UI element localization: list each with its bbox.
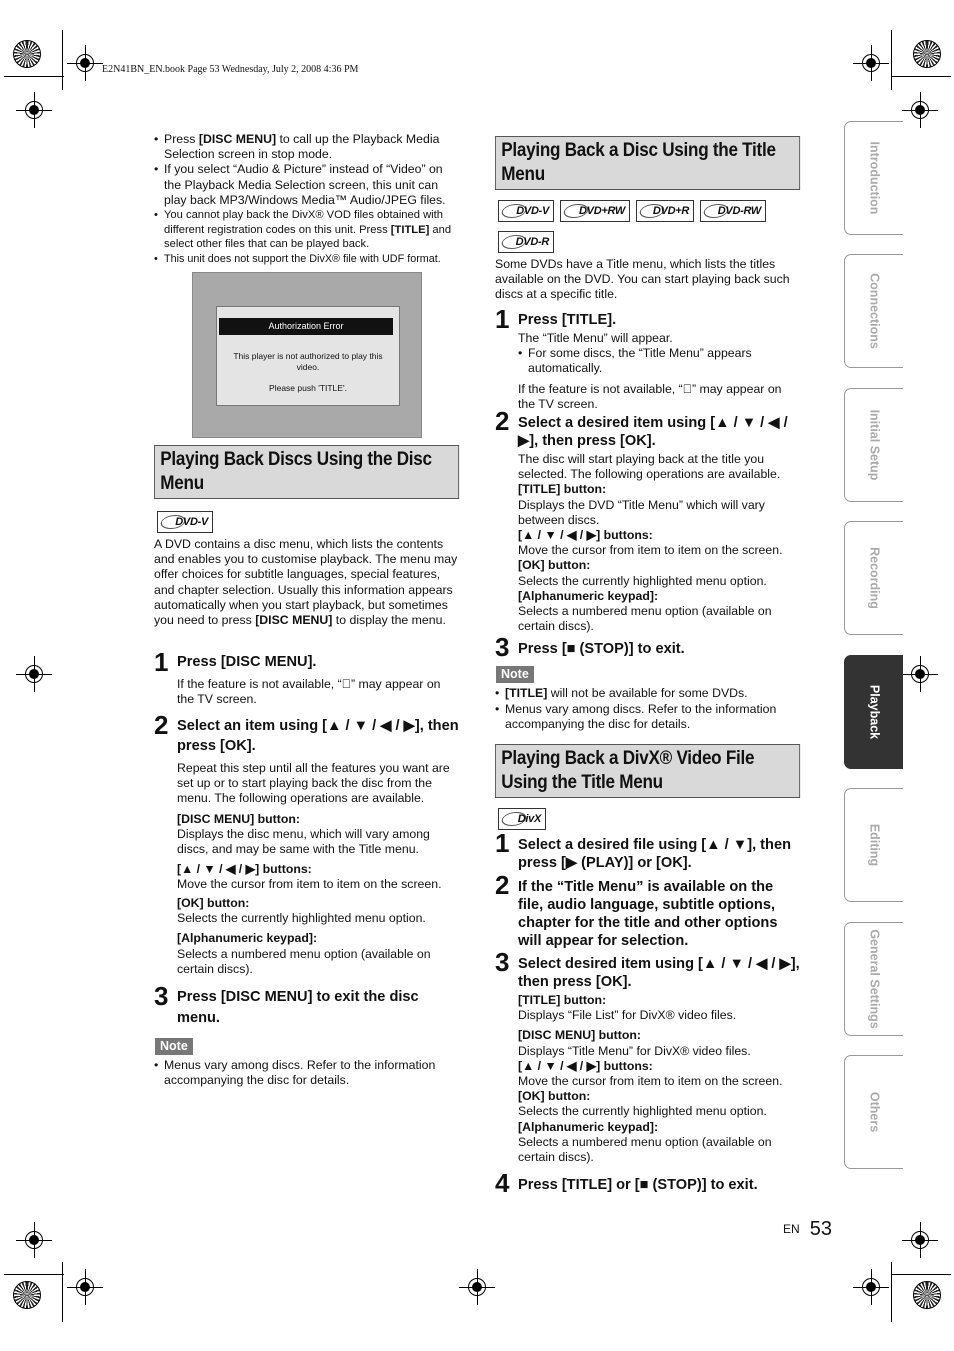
bullet: • You cannot play back the DivX® VOD files obtained with different registration codes on this unit. Press [TITLE] and select other files that can be played back. (154, 208, 460, 252)
tab-others[interactable]: Others (844, 1055, 903, 1169)
bullet: • [TITLE] will not be available for some DVDs. (495, 686, 801, 701)
registration-starburst (913, 40, 941, 68)
registration-mark (73, 51, 97, 75)
op-item: [OK] button: Selects the currently highlighted menu option. (177, 896, 426, 926)
registration-mark (22, 1228, 46, 1252)
dvd-plus-r-badge: DVD+R (636, 200, 694, 222)
op-item: [▲ / ▼ / ◀ / ▶] buttons: Move the cursor from item to item on the screen. (518, 528, 783, 558)
registration-mark (22, 662, 46, 686)
registration-mark (908, 1228, 932, 1252)
bullet: • For some discs, the “Title Menu” appears automatically. (518, 346, 801, 376)
op-item: [Alphanumeric keypad]: Selects a numbered menu option (available on certain discs). (518, 1119, 772, 1165)
op-item: [TITLE] button: Displays “File List” for DivX® video files. (518, 993, 737, 1023)
registration-starburst (13, 1281, 41, 1309)
op-item: [DISC MENU] button: Displays the disc menu, which will vary among discs, and may be same with the Title menu. (177, 812, 430, 857)
section-title-disc-menu: Playing Back Discs Using the Disc Menu (154, 445, 459, 499)
op-item: [OK] button: Selects the currently highlighted menu option. (518, 1089, 767, 1119)
section-title-divx: Playing Back a DivX® Video File Using the Title Menu (495, 744, 800, 798)
crop-line (891, 30, 892, 90)
divx-badge: DivX (498, 808, 546, 830)
sec1-step-2-body: Repeat this step until all the features you want are set up or to start playing back the disc from the menu. The following operations are available. (177, 761, 450, 806)
sec1-ops (177, 812, 460, 977)
tab-editing[interactable]: Editing (844, 788, 903, 902)
dvd-r-badge: DVD-R (498, 231, 554, 253)
sec2-note-label: Note (496, 666, 534, 683)
registration-mark (908, 98, 932, 122)
op-item: [OK] button: Selects the currently highlighted menu option. (518, 558, 767, 588)
sec1-note: • Menus vary among discs. Refer to the information accompanying the disc for details. (154, 1058, 460, 1088)
dvd-plus-rw-badge: DVD+RW (560, 200, 630, 222)
registration-starburst (13, 40, 41, 68)
dvd-v-badge: DVD-V (498, 200, 554, 222)
sec1-note-label: Note (155, 1038, 193, 1055)
bullet: • Menus vary among discs. Refer to the information accompanying the disc for details. (495, 702, 801, 732)
authorization-error-screenshot (192, 272, 422, 438)
op-item: [Alphanumeric keypad]: Selects a numbered menu option (available on certain discs). (177, 931, 431, 976)
sec2-step-2-body: The disc will start playing back at the title you selected. The following operations are available. [TITLE] button: Displays the DVD “Title Menu” which will vary between discs. [▲ / ▼ / ◀ / ▶] buttons: Move the cursor from item to item on the screen. [OK] button: Selects the currently highlighted menu option. [Alphanumeric keypad]: Selects a numbered menu option (available on certain discs). (518, 452, 801, 634)
dvd-rw-badge: DVD-RW (700, 200, 766, 222)
registration-mark (22, 98, 46, 122)
bullet: • This unit does not support the DivX® file with UDF format. (154, 252, 460, 267)
op-item: [DISC MENU] button: Displays “Title Menu” for DivX® video files. (518, 1028, 751, 1058)
sec2-notes (495, 686, 801, 733)
tab-general-settings[interactable]: General Settings (844, 922, 903, 1036)
sec2-intro: Some DVDs have a Title menu, which lists the titles available on the DVD. You can start playing back such discs at a specific title. (495, 257, 790, 302)
crop-line (891, 1274, 951, 1275)
op-item: [▲ / ▼ / ◀ / ▶] buttons: Move the cursor from item to item on the screen. (518, 1058, 783, 1089)
crop-line (891, 1262, 892, 1322)
op-item: [TITLE] button: Displays the DVD “Title Menu” which will vary between discs. (518, 482, 765, 527)
registration-mark (908, 662, 932, 686)
bullet: • If you select “Audio & Picture” instead of “Video” on the Playback Media Selection screen, this unit can play back MP3/Windows Media™ Audio/JPEG files. (154, 162, 460, 208)
tab-playback[interactable]: Playback (844, 655, 903, 769)
sec1-step-1-body: If the feature is not available, “⃠” may appear on the TV screen. (177, 677, 441, 707)
error-dialog (216, 306, 400, 406)
tab-initial-setup[interactable]: Initial Setup (844, 388, 903, 502)
registration-mark (859, 1275, 883, 1299)
sec2-step-1-body: The “Title Menu” will appear. • For some discs, the “Title Menu” appears automatically. If the feature is not available, “⃠” may appear on the TV screen. (518, 331, 801, 412)
crop-line (4, 1274, 64, 1275)
intro-bullets (154, 132, 460, 266)
crop-line (62, 30, 63, 90)
tab-recording[interactable]: Recording (844, 521, 903, 635)
page-number: 53 (809, 1218, 832, 1240)
crop-line (62, 1262, 63, 1322)
tab-introduction[interactable]: Introduction (844, 121, 903, 235)
crop-line (4, 76, 64, 77)
registration-starburst (913, 1281, 941, 1309)
registration-mark (859, 51, 883, 75)
tab-connections[interactable]: Connections (844, 254, 903, 368)
sec1-intro: A DVD contains a disc menu, which lists the contents and enables you to customise playback. The menu may offer choices for subtitle languages, special features, and chapter selection. Usually this information appears automatically when you start playback, but sometimes you need to press [DISC MENU] to display the menu. (154, 537, 458, 628)
crop-line (891, 76, 951, 77)
registration-mark (73, 1275, 97, 1299)
dialog-title-bar: Authorization Error (219, 318, 393, 335)
section-title-title-menu: Playing Back a Disc Using the Title Menu (495, 136, 800, 190)
op-item: [▲ / ▼ / ◀ / ▶] buttons: Move the cursor from item to item on the screen. (177, 861, 442, 891)
registration-mark (465, 1275, 489, 1299)
footer-lang: EN (783, 1222, 800, 1236)
sec3-ops (518, 993, 801, 1165)
bullet: • Press [DISC MENU] to call up the Playback Media Selection screen in stop mode. (154, 132, 460, 162)
dvd-v-badge: DVD-V (157, 511, 213, 533)
book-header: E2N41BN_EN.book Page 53 Wednesday, July 2, 2008 4:36 PM (102, 64, 359, 75)
dialog-message: This player is not authorized to play this video. Please push 'TITLE'. (233, 351, 383, 393)
op-item: [Alphanumeric keypad]: Selects a numbered menu option (available on certain discs). (518, 588, 772, 634)
